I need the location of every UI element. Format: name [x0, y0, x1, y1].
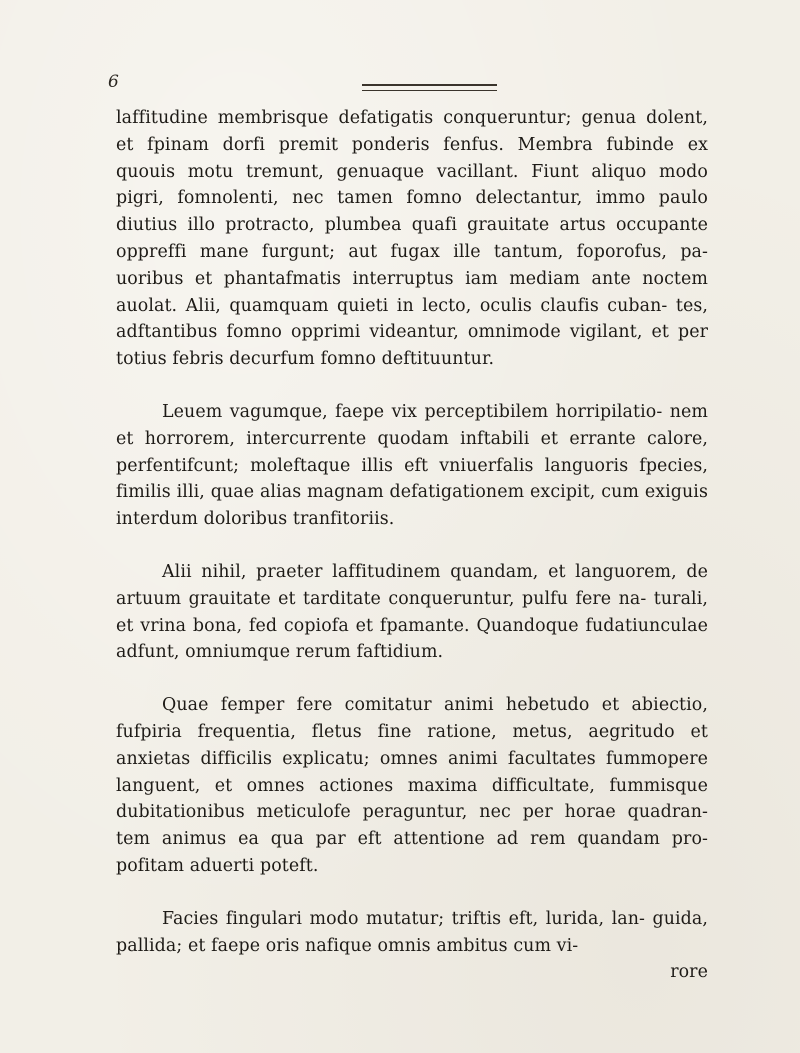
paragraph-1: laffitudine membrisque defatigatis conqueruntur; genua dolent, et fpinam dorfi premit ponderis fenfus. Membra fubinde ex quouis motu tremunt, genuaque vacillant. Fiunt aliquo modo pigri, fomnolenti, nec tamen fomno delectantur, immo paulo diutius illo protracto, plumbea quafi grauitate artus occupante oppreffi mane furgunt; aut fugax ille tantum, foporofus, pa- uoribus et phantafmatis interruptus iam mediam ante noctem auolat. Alii, quamquam quieti in lecto, oculis claufis cuban- tes, adftantibus fomno opprimi videantur, omnimode vigilant, et per totius febris decurfum fomno deftituuntur. — [116, 108, 708, 370]
paragraph-4: Quae femper fere comitatur animi hebetudo et abiectio, fufpiria frequentia, fletus fine ratione, metus, aegritudo et anxietas difficilis explicatu; omnes animi facultates fummopere languent, et omnes actiones maxima difficultate, fummisque dubitationibus meticulofe peraguntur, nec per horae quadran- tem animus ea qua par eft attentione ad rem quandam pro- pofitam aduerti poteft. — [116, 695, 708, 876]
paragraph-gap — [116, 533, 708, 559]
body-text — [116, 105, 708, 986]
paragraph-3: Alii nihil, praeter laffitudinem quandam, et languorem, de artuum grauitate et tarditate conqueruntur, pulfu fere na- turali, et vrina bona, fed copiofa et fpamante. Quandoque fudatiunculae adfunt, omniumque rerum faftidium. — [116, 561, 708, 663]
paragraph-gap — [116, 880, 708, 906]
catchword: rore — [670, 962, 708, 983]
header-rule — [362, 84, 497, 91]
paragraph-2: Leuem vagumque, faepe vix perceptibilem horripilatio- nem et horrorem, intercurrente quodam inftabili et errante calore, perfentifcunt; moleftaque illis eft vniuerfalis languoris fpecies, fimilis illi, quae alias magnam defatigationem excipit, cum exiguis interdum doloribus tranfitoriis. — [116, 401, 708, 530]
page-number: 6 — [108, 72, 119, 92]
paragraph-5: Facies fingulari modo mutatur; triftis eft, lurida, lan- guida, pallida; et faepe oris nafique omnis ambitus cum vi- — [116, 908, 708, 956]
paragraph-gap — [116, 373, 708, 399]
paragraph-gap — [116, 666, 708, 692]
